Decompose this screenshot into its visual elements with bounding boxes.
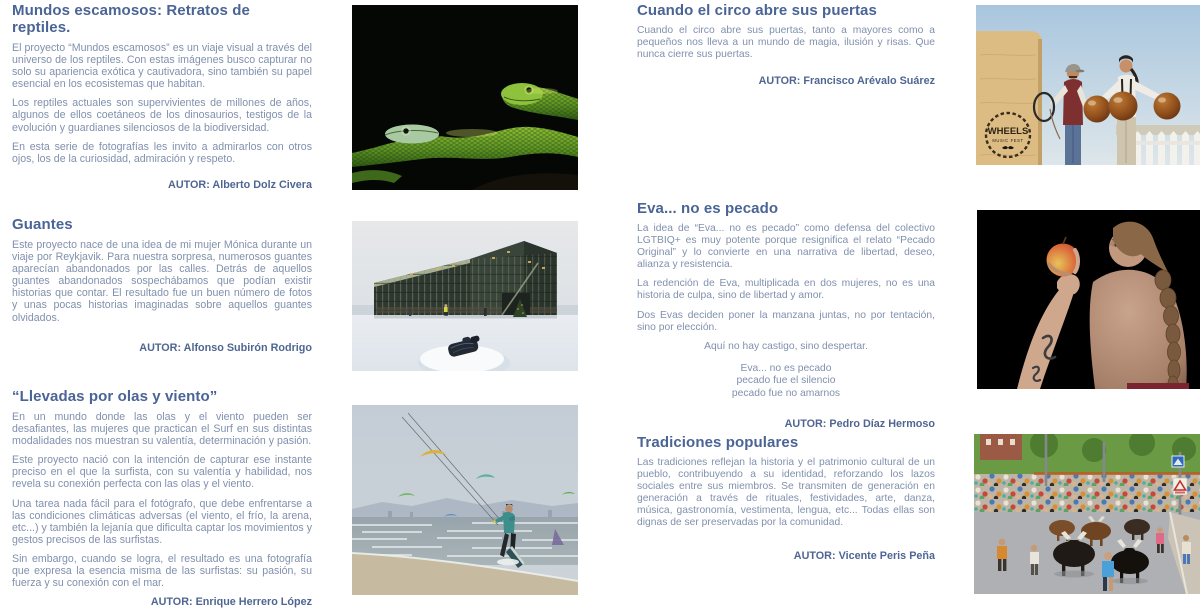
section-reptiles [12, 2, 312, 191]
paragraph: Este proyecto nace de una idea de mi mujer Mónica durante un viaje por Reykjavik. Para nuestra sorpresa, numerosos guantes aparecían abandonados por las calles. Detrás de aquellos guantes abandonados sospechábamos que podían existir historias que contar. El resultado fue un buen número de fotos y unas pocas historias imaginadas sobre aquellos guantes olvidados. [12, 239, 312, 324]
section-title: Tradiciones populares [637, 434, 799, 451]
author-credit: AUTOR: Enrique Herrero López [150, 596, 312, 608]
traditions-photo-art [974, 434, 1200, 594]
paragraph: Este proyecto nació con la intención de capturar ese instante preciso en el que la surfista, con su valentía y habilidad, nos revela su conexión perfecta con las olas y el viento. [12, 454, 312, 491]
crowd-band [974, 474, 1200, 512]
poem [637, 363, 935, 400]
paragraph: En un mundo donde las olas y el viento pueden ser desafiantes, las mujeres que practican el Surf en sus distintas modalidades nos muestran su valentía, determinación y pasión. [12, 411, 312, 448]
paragraph: Sin embargo, cuando se logra, el resultado es una fotografía que expresa la esencia misma de las surfistas: su pasión, su fuerza y su conexión con el mar. [12, 552, 312, 590]
author-credit: AUTOR: Alberto Dolz Civera [168, 178, 312, 191]
poem-line: pecado fue no amarnos [731, 387, 841, 399]
gloves-photo [352, 221, 578, 371]
section-title: Guantes [12, 216, 73, 233]
reptiles-photo-art [352, 5, 578, 190]
poem-line: Eva... no es pecado [740, 362, 832, 374]
section-title: Mundos escamosos: Retratos de reptiles. [12, 2, 250, 36]
circus-photo-art [976, 5, 1200, 165]
surf-photo-art [352, 405, 578, 595]
reptiles-photo [352, 5, 578, 190]
section-title: Cuando el circo abre sus puertas [637, 2, 877, 19]
section-olas-viento [12, 388, 312, 608]
eva-photo [977, 210, 1200, 389]
paragraph: Cuando el circo abre sus puertas, tanto a mayores como a pequeños nos lleva a un mundo de magia, ilusión y risas. Que nunca cierre sus puertas. [637, 25, 935, 61]
surf-photo [352, 405, 578, 595]
gloves-photo-art [352, 221, 578, 371]
paragraph: El proyecto “Mundos escamosos” es un viaje visual a través del universo de los reptiles. Con estas imágenes busco capturar no solo su apariencia exótica y cautivadora, sino también su papel esencial en los ecosistemas que habitan. [12, 42, 312, 91]
paragraph: La idea de “Eva... no es pecado” como defensa del colectivo LGTBIQ+ es muy potente porque resignifica el relato “Pecado Original” y lo convierte en una narrativa de libertad, deseo, alianza y resistencia. [637, 223, 935, 271]
section-eva [637, 200, 935, 430]
paragraph: Una tarea nada fácil para el fotógrafo, que debe enfrentarse a las condiciones climáticas adversas (el viento, el frío, la arena, etc...) y también la lejanía que dificulta captar los movimientos y gestos precisos de las surfistas. [12, 497, 312, 546]
section-guantes [12, 216, 312, 354]
section-title: “Llevadas por olas y viento” [12, 388, 218, 405]
paragraph: La redención de Eva, multiplicada en dos mujeres, no es una historia de culpa, sino de libertad y amor. [637, 278, 935, 302]
circus-photo [976, 5, 1200, 165]
section-title: Eva... no es pecado [637, 200, 779, 217]
author-credit: AUTOR: Alfonso Subirón Rodrigo [139, 341, 312, 354]
section-circo [637, 2, 935, 87]
poem-line: pecado fue el silencio [736, 375, 836, 387]
trees-band [974, 434, 1200, 474]
wood-panel [976, 31, 1042, 165]
section-tradiciones [637, 434, 935, 562]
author-credit: AUTOR: Francisco Arévalo Suárez [758, 75, 935, 88]
traditions-photo [974, 434, 1200, 594]
paragraph: Los reptiles actuales son supervivientes de millones de años, algunos de ellos coetáneos de los dinosaurios, testigos de la evolución y guardianes silenciosos de la biodiversidad. [12, 97, 312, 134]
paragraph: Las tradiciones reflejan la historia y el patrimonio cultural de un pueblo, contribuyendo a su identidad, reforzando los lazos sociales entre sus miembros. Se transmiten de generación en generación a través de rituales, festividades, arte, danza, música, gastronomía, vestimenta, lengua, etc... Todas ellas son dignas de ser preservadas por la comunidad. [637, 457, 935, 529]
centered-line: Aquí no hay castigo, sino despertar. [704, 340, 868, 352]
music-fest-sign-text: MUSIC FEST [992, 138, 1024, 143]
paragraph: En esta serie de fotografías les invito a admirarlos con otros ojos, los de la curiosidad, admiración y respeto. [12, 140, 312, 165]
paragraph: Dos Evas deciden poner la manzana juntas, no por tentación, sino por elección. [637, 309, 935, 333]
eva-photo-art [977, 210, 1200, 389]
wheels-sign-text: WHEELS [987, 126, 1029, 137]
author-credit: AUTOR: Pedro Díaz Hermoso [784, 418, 935, 431]
author-credit: AUTOR: Vicente Peris Peña [793, 549, 935, 562]
